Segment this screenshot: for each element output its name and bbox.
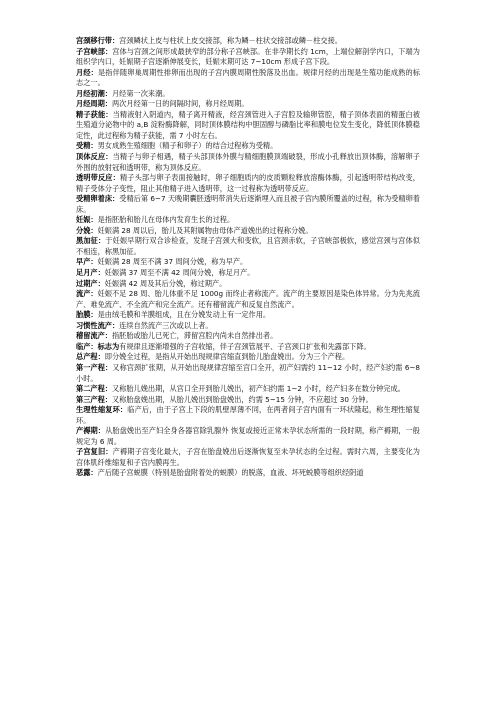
term-label: 透明带反应： (76, 173, 120, 183)
definition-entry (76, 173, 420, 194)
term-definition: 是指胚胎和胎儿在母体内发育生长的过程。 (97, 215, 235, 225)
term-label: 恶露： (76, 468, 98, 478)
term-definition: 妊娠满 28 周以后，胎儿及其附属物由母体产道娩出的过程称分娩。 (97, 225, 313, 235)
definition-entry (76, 215, 420, 226)
definition-entry (76, 236, 420, 257)
term-label: 月经初潮： (76, 88, 112, 98)
definition-entry (76, 352, 420, 363)
term-label: 分娩： (76, 225, 98, 235)
definition-entry (76, 99, 420, 110)
definition-entry (76, 194, 420, 215)
term-label: 月经周期： (76, 99, 112, 109)
definition-entry (76, 384, 420, 395)
definition-entry (76, 257, 420, 268)
term-label: 黑加征： (76, 236, 106, 246)
term-label: 流产： (76, 289, 98, 299)
definition-entry (76, 141, 420, 152)
term-label: 顶体反应： (76, 152, 113, 162)
term-definition: 又称胎儿娩出期，从宫口全开到胎儿娩出，初产妇约需 1~2 小时，经产妇多在数分钟完成。 (111, 384, 405, 394)
term-definition: 男女成熟生殖细胞（精子和卵子）的结合过程称为受精。 (97, 141, 278, 151)
term-label: 总产程： (76, 352, 105, 362)
term-label: 子宫复旧： (76, 447, 113, 457)
term-definition: 当精液射入阴道内，精子离开精液，经宫颈管进入子宫腔及输卵管腔，精子顶体表面的精蛋白被生殖道分泌物中的 a,B 淀粉酶降解，同时顶体膜结构中胆固醇与磷脂比率和膜电位发生变化，降低顶体膜稳定性，此过程称为精子获能，需 7 小时左右。 (76, 109, 420, 140)
term-definition: 指胚胎或胎儿已死亡，滞留宫腔内尚未自然排出者。 (111, 331, 278, 341)
term-definition: 临产后，由于子宫上下段的肌壁厚薄不同，在两者间子宫内面有一环状隆起，称生理性缩复环。 (76, 405, 420, 425)
definition-entry (76, 468, 420, 479)
term-definition: 产褥期子宫变化最大，子宫在胎盘娩出后逐渐恢复至未孕状态的全过程。需时六周，主要变化为宫体肌纤维缩复和子宫内膜再生。 (76, 447, 420, 467)
definition-entry (76, 226, 420, 237)
definition-entry (76, 152, 420, 173)
term-label: 第一产程： (76, 362, 113, 372)
term-label: 产褥期： (76, 426, 106, 436)
definition-entry (76, 89, 420, 100)
term-definition: 是指伴随卵巢周期性排卵而出现的子宫内膜周期性脱落及出血。规律月经的出现是生殖功能成熟的标志之一。 (76, 67, 420, 88)
term-definition: 两次月经第一日的间隔时间，称月经周期。 (111, 99, 249, 109)
term-definition: 妊娠不足 28 周、胎儿体重不足 1000g 而终止者称流产。流产的主要原因是染色体异常。分为先兆流产、难免流产、不全流产和完全流产。还有稽留流产和反复自然流产。 (76, 289, 420, 309)
definition-entry (76, 110, 420, 142)
term-definition: 妊娠满 42 周及其后分娩，称过期产。 (104, 278, 227, 288)
term-label: 习惯性流产： (76, 320, 120, 330)
term-definition: 精子头部与卵子表面接触时，卵子细胞质内的皮质颗粒释放溶酶体酶，引起透明带结构改变，精子受体分子变性，阻止其他精子进入透明带，这一过程称为透明带反应。 (76, 173, 420, 193)
definition-entry (76, 310, 420, 321)
term-label: 受精卵着床： (76, 194, 120, 204)
term-label: 稽留流产： (76, 331, 112, 341)
term-definition: 连续自然流产三次或以上者。 (119, 320, 213, 330)
term-label: 第二产程： (76, 384, 112, 394)
term-definition: 又称胎盘娩出期，从胎儿娩出到胎盘娩出，约需 5~15 分钟，不应超过 30 分钟。 (111, 394, 373, 404)
definition-entry (76, 36, 420, 47)
term-label: 受精： (76, 141, 98, 151)
term-label: 月经： (76, 67, 98, 77)
definition-entry (76, 342, 420, 353)
term-label: 精子获能： (76, 109, 113, 119)
definition-entry (76, 279, 420, 290)
term-definition: 月经第一次来潮。 (111, 88, 170, 98)
term-label: 过期产： (76, 278, 105, 288)
definition-entry (76, 321, 420, 332)
term-label: 宫颈移行带： (76, 36, 120, 45)
term-definition: 有规律且逐渐增强的子宫收缩，伴子宫颈管展平、子宫颈口扩张和先露部下降。 (119, 341, 371, 351)
definition-entry (76, 447, 420, 468)
definition-entry (76, 395, 420, 406)
term-definition: 宫颈鳞状上皮与柱状上皮交接部，称为鳞－柱状交接部或鳞－柱交接。 (119, 36, 342, 45)
term-definition: 当精子与卵子相遇，精子头部顶体外膜与精细胞膜顶端破裂，形成小孔释放出顶体酶，溶解卵子外围的放射冠和透明带，称为顶体反应。 (76, 152, 420, 172)
term-definition: 即分娩全过程，是指从开始出现规律宫缩直到胎儿胎盘娩出。分为三个产程。 (104, 352, 350, 362)
term-definition: 是由绒毛膜和羊膜组成，且在分娩发动上有一定作用。 (97, 310, 271, 320)
term-label: 第三产程： (76, 394, 112, 404)
definition-entry (76, 289, 420, 310)
term-label: 生理性缩复环： (76, 405, 128, 415)
definition-entry (76, 363, 420, 384)
term-label: 足月产： (76, 268, 105, 278)
term-definition: 又称宫颈扩张期，从开始出现规律宫缩至宫口全开，初产妇需约 11~12 小时，经产妇约需 6~8 小时。 (76, 362, 420, 383)
term-definition: 受精后第 6~7 天晚期囊胚透明带消失后逐渐埋入而且被子宫内膜所覆盖的过程，称为受精卵着床。 (76, 194, 420, 214)
term-label: 妊娠： (76, 215, 98, 225)
term-definition: 宫体与宫颈之间形成最狭窄的部分称子宫峡部。在非孕期长约 1cm，上端位解剖学内口，下端为组织学内口，妊娠期子宫逐渐伸展变长，妊娠末期可达 7~10cm 形成子宫下段。 (76, 46, 420, 67)
definition-entry (76, 268, 420, 279)
term-label: 胎膜： (76, 310, 98, 320)
term-label: 早产： (76, 257, 98, 267)
document-body (76, 36, 420, 479)
term-label: 子宫峡部： (76, 46, 113, 56)
term-definition: 于妊娠早期行双合诊检查，发现子宫颈大和变软，且宫颈赤软，子宫峡部极软，感觉宫颈与宫体似不相连，称黑加征。 (76, 236, 420, 256)
term-label: 临产：标志为 (76, 341, 120, 351)
term-definition: 妊娠满 37 周至不满 42 周间分娩，称足月产。 (104, 268, 255, 278)
definition-entry (76, 426, 420, 447)
term-definition: 妊娠满 28 周至不满 37 周间分娩，称为早产。 (97, 257, 248, 267)
term-definition: 从胎盘娩出至产妇全身各器官除乳腺外 恢复或接近正常未孕状态所需的一段时期，称产褥期，一般规定为 6 周。 (76, 426, 420, 446)
definition-entry (76, 405, 420, 426)
definition-entry (76, 68, 420, 89)
definition-entry (76, 331, 420, 342)
term-definition: 产后随子宫蜕膜（特别是胎盘附着处的蜕膜）的脱落，血液、坏死蜕膜等组织经阴道 (97, 468, 364, 478)
definition-entry (76, 47, 420, 68)
